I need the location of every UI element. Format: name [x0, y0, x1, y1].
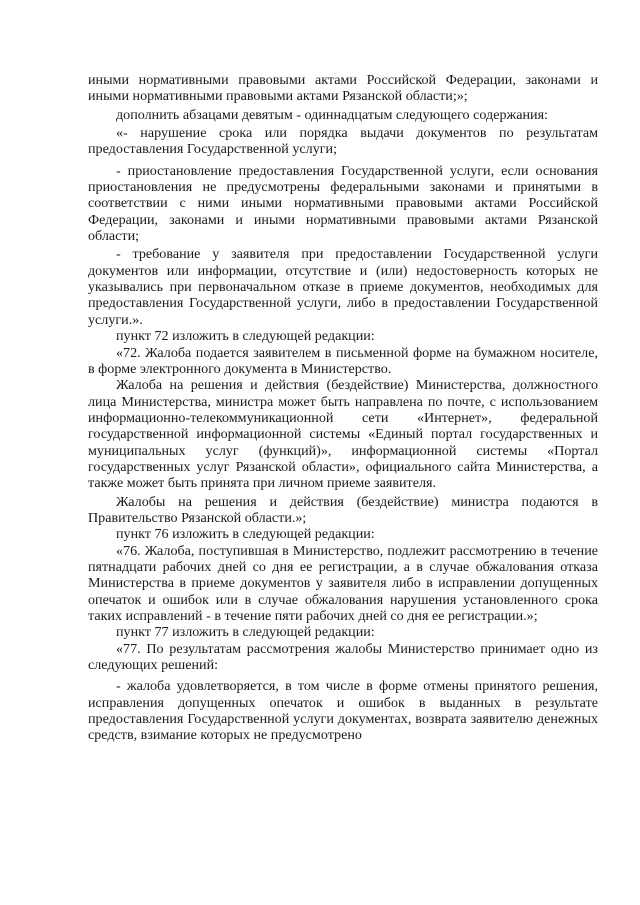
- paragraph-continuation: иными нормативными правовыми актами Российской Федерации, законами и иными нормативными правовыми актами Рязанской области;»;: [88, 72, 598, 105]
- paragraph-clause-77-text: «77. По результатам рассмотрения жалобы Министерство принимает одно из следующих решений:: [88, 640, 598, 674]
- paragraph-clause-76-text: «76. Жалоба, поступившая в Министерство, подлежит рассмотрению в течение пятнадцати рабочих дней со дня ее регистрации, а в случае обжалования отказа Министерства в приеме документов у заявителя либо в исправлении допущенных опечаток и ошибок или в случае обжалования нарушения установленного срока таких исправлений - в течение пяти рабочих дней со дня ее регистрации.»;: [88, 542, 598, 624]
- paragraph-item-document-requirement: - требование у заявителя при предоставлении Государственной услуги документов или информации, отсутствие и (или) недостоверность которых не указывались при первоначальном отказе в приеме документов, необходимых для предоставления Государственной услуги, либо в предоставлении Государственной услуги.».: [88, 246, 598, 328]
- paragraph-complaints-minister: Жалобы на решения и действия (бездействие) министра подаются в Правительство Рязанской области.»;: [88, 493, 598, 526]
- paragraph-amend-instruction: дополнить абзацами девятым - одиннадцатым следующего содержания:: [116, 106, 548, 123]
- paragraph-item-suspension: - приостановление предоставления Государственной услуги, если основания приостановления не предусмотрены федеральными законами и принятыми в соответствии с ними иными нормативными правовыми актами Российской Федерации, законами и иными нормативными правовыми актами Рязанской области;: [88, 162, 598, 245]
- paragraph-clause-77-instruction: пункт 77 изложить в следующей редакции:: [116, 624, 375, 641]
- paragraph-clause-72-instruction: пункт 72 изложить в следующей редакции:: [116, 328, 375, 345]
- paragraph-item-deadline-violation: «- нарушение срока или порядка выдачи документов по результатам предоставления Государственной услуги;: [88, 125, 598, 158]
- document-body: [88, 72, 598, 744]
- paragraph-clause-72-text: «72. Жалоба подается заявителем в письменной форме на бумажном носителе, в форме электронного документа в Министерство.: [88, 344, 598, 377]
- paragraph-complaint-channels: Жалоба на решения и действия (бездействие) Министерства, должностного лица Министерства, министра может быть направлена по почте, с использованием информационно-телекоммуникационной сети «Интернет», федеральной государственной информационной системы «Единый портал государственных и муниципальных услуг (функций)», информационной системы «Портал государственных услуг Рязанской области», официального сайта Министерства, а также может быть принята при личном приеме заявителя.: [88, 377, 598, 492]
- paragraph-clause-76-instruction: пункт 76 изложить в следующей редакции:: [116, 526, 375, 543]
- paragraph-complaint-satisfied: - жалоба удовлетворяется, в том числе в форме отмены принятого решения, исправления допущенных опечаток и ошибок в выданных в результате предоставления Государственной услуги документах, возврата заявителю денежных средств, взимание которых не предусмотрено: [88, 678, 598, 744]
